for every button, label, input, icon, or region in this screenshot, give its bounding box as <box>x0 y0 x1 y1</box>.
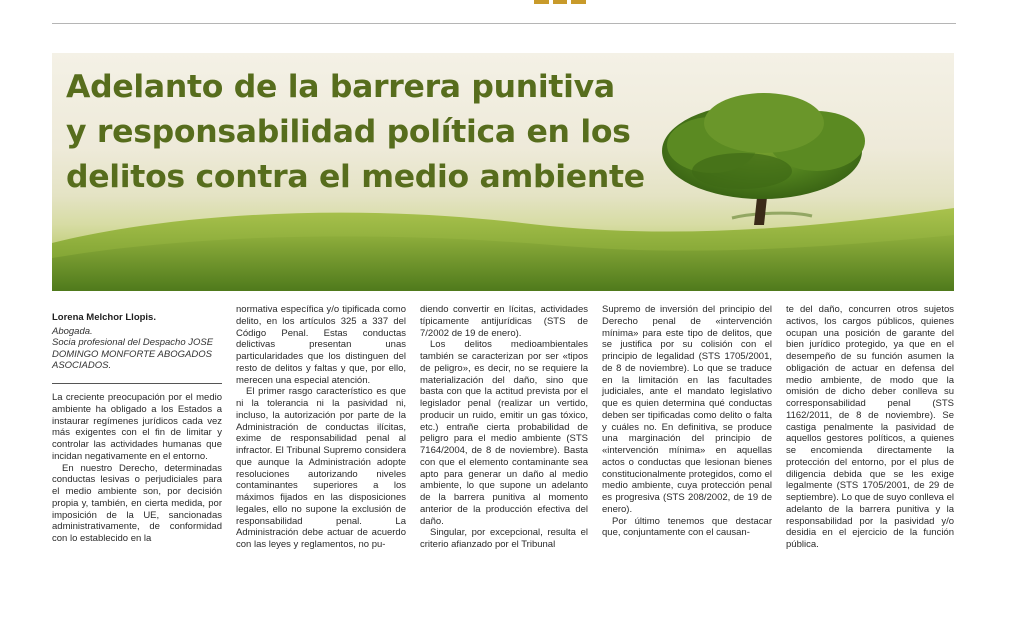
article-title-line: Adelanto de la barrera punitiva <box>66 69 615 105</box>
author-role: Abogada. <box>52 325 93 337</box>
article-paragraph: El primer rasgo característico es que ni la tolerancia ni la pasividad ni, incluso, la autorización por parte de la Administración de conductas ilícitas, exime de responsabilidad penal al infractor. El Tribunal Supremo considera que aunque la Administración adopte resoluciones autorizando niveles contaminantes superiores a los máximos fijados en las disposiciones legales, ello no supone la exclusión de responsabilidad penal. La Administración debe actuar de acuerdo con las leyes y reglamentos, no pu- <box>236 386 406 550</box>
article-title-line: y responsabilidad política en los <box>66 114 631 150</box>
article-paragraph: En nuestro Derecho, determinadas conductas lesivas o perjudiciales para el medio ambiente son, por decisión propia y, también, en cierta medida, por imposición de la UE, sancionadas administrativamente, de conformidad con lo establecido en la <box>52 462 222 544</box>
author-byline <box>52 312 227 372</box>
author-name: Lorena Melchor Llopis. <box>52 312 156 323</box>
article-column-3 <box>420 304 588 551</box>
article-paragraph: La creciente preocupación por el medio ambiente ha obligado a los Estados a instaurar regímenes jurídicos cada vez más exigentes con el fin de limitar y controlar las actividades humanas que incidan negativamente en el entorno. <box>52 392 222 462</box>
byline-divider <box>52 383 222 384</box>
author-firm: Socia profesional del Despacho JOSE DOMINGO MONFORTE ABOGADOS ASOCIADOS. <box>52 337 214 371</box>
article-column-5 <box>786 304 954 551</box>
article-column-4 <box>602 304 772 539</box>
article-paragraph: diendo convertir en lícitas, actividades típicamente antijurídicas (STS de 7/2002 de 19 de enero). <box>420 304 588 339</box>
article-paragraph: te del daño, concurren otros sujetos activos, los cargos públicos, quienes ocupan una posición de garante del bien jurídico protegido, ya que en el desempeño de su función asumen la obligación de actuar en defensa del medio ambiente, de modo que la omisión de dicho deber conlleva su corresponsabilidad penal (STS 1162/2011, de 8 de noviembre). Se castiga penalmente la pasividad de aquellos gestores políticos, a quienes se encomienda directamente la protección del entorno, por el plus de diligencia debida que se les exige legalmente (STS 1705/2001, de 29 de septiembre). Lo que de suyo conlleva el adelanto de la barrera punitiva y la responsabilidad por la pasividad y/o desidia en el ejercicio de la función pública. <box>786 304 954 550</box>
article-title-line: delitos contra el medio ambiente <box>66 159 645 195</box>
header-rule <box>52 23 956 24</box>
article-column-2 <box>236 304 406 551</box>
article-paragraph: normativa específica y/o tipificada como delito, en los artículos 325 a 337 del Código Penal. Estas conductas delictivas presentan unas particularidades que los distinguen del resto de delitos y faltas y que, por ello, merecen una especial atención. <box>236 304 406 386</box>
article-column-1 <box>52 392 222 545</box>
header-accent-bar <box>534 0 586 4</box>
hero-banner <box>52 53 954 291</box>
article-paragraph: Los delitos medioambientales también se caracterizan por ser «tipos de peligro», es decir, no se requiere la materialización del daño, sino que basta con que la actitud prevista por el legislador penal (realizar un vertido, producir un ruido, emitir un gas tóxico, etc.) entrañe cierta probabilidad de peligro para el medio ambiente (STS 7164/2004, de 8 de noviembre). Basta con que el elemento contaminante sea apto para generar un daño al medio ambiente, lo que supone un adelanto de la barrera punitiva al momento anterior de la producción efectiva del daño. <box>420 339 588 527</box>
article-paragraph: Singular, por excepcional, resulta el criterio afianzado por el Tribunal <box>420 527 588 550</box>
article-paragraph: Por último tenemos que destacar que, conjuntamente con el causan- <box>602 515 772 539</box>
article-paragraph: Supremo de inversión del principio del Derecho penal de «intervención mínima» para este tipo de delitos, que se justifica por su colisión con el principio de legalidad (STS 1705/2001, de 8 de noviembre). Lo que se traduce en la limitación en las facultades judiciales, ante el mandato legislativo que es quien determina qué conductas deben ser tipificadas como delito o falta y cuáles no. En definitiva, se produce una marginación del principio de «intervención mínima» en aquellas actos o conductas que lesionan bienes constitucionalmente protegidos, como el medio ambiente, cuya protección penal es progresiva (STS 208/2002, de 19 de enero). <box>602 304 772 515</box>
article-title <box>66 65 645 200</box>
